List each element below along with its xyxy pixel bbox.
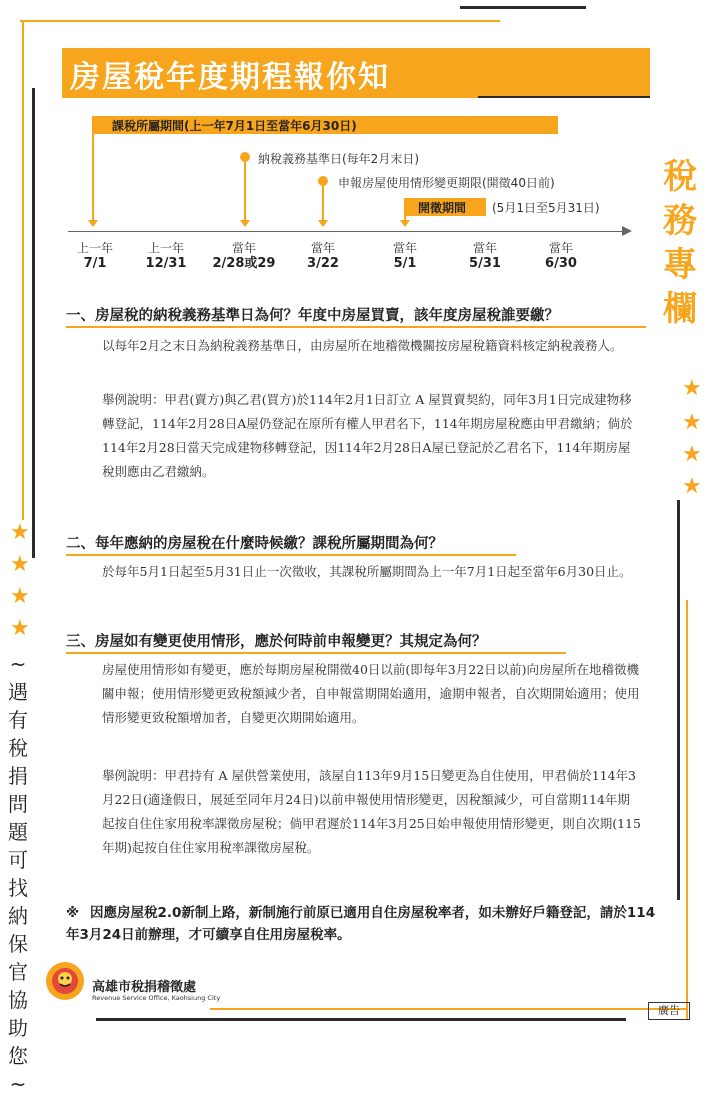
timeline-axis-arrow xyxy=(622,226,632,236)
top-orange-rule xyxy=(20,20,500,22)
tick-4: 當年 3/22 xyxy=(307,241,339,271)
section-2-underline xyxy=(66,554,516,556)
right-orange-rule xyxy=(686,600,688,1020)
tax-period-line xyxy=(92,134,94,222)
bottom-orange-rule xyxy=(210,1008,686,1010)
section-3-question: 三、房屋如有變更使用情形，應於何時前申報變更？其規定為何？ xyxy=(66,634,487,650)
tick-3: 當年 2/28或29 xyxy=(212,241,276,271)
title-underline xyxy=(478,96,650,98)
tick-2: 上一年 12/31 xyxy=(145,241,187,271)
star-icon: ★ xyxy=(682,410,702,435)
star-icon: ★ xyxy=(10,616,30,641)
footnote-text: 因應房屋稅2.0新制上路，新制施行前原已適用自住房屋稅率者，如未辦好戶籍登記，請於114年3月24日前辦理，才可續享自住用房屋稅率。 xyxy=(66,905,656,943)
tax-period-label: 課稅所屬期間(上一年7月1日至當年6月30日) xyxy=(112,119,357,133)
office-english-name: Revenue Service Office, Kaohsiung City xyxy=(92,994,221,1002)
section-3-paragraph-2: 舉例說明：甲君持有 A 屋供營業使用，該屋自113年9月15日變更為自住使用，甲君倘於114年3月22日(適逢假日，展延至同年月24日)以前申報使用情形變更，因稅額減少，可自當期114年期起按自住住家用稅率課徵房屋稅；倘甲君遲於114年3月25日始申報使用情形變更，則自次期(115年期)起按自住住家用稅率課徵房屋稅。 xyxy=(102,768,641,855)
star-icon: ★ xyxy=(682,442,702,467)
tax-period-arrow xyxy=(88,220,98,227)
bottom-dark-rule xyxy=(96,1018,626,1021)
change-deadline-label: 申報房屋使用情形變更期限(開徵40日前) xyxy=(338,176,555,190)
ad-label: 廣告 xyxy=(648,1002,690,1020)
vertical-help-note: ~ 遇 有 稅 捐 問 題 可 找 納 保 官 協 助 您 ~ xyxy=(8,652,28,1096)
left-dark-rule xyxy=(32,88,35,558)
base-date-label: 納稅義務基準日(每年2月末日) xyxy=(258,152,419,166)
footnote xyxy=(66,902,666,946)
tick-7: 當年 6/30 xyxy=(545,241,577,271)
collection-arrow xyxy=(400,220,410,227)
change-deadline-arrow xyxy=(318,220,328,227)
collection-label: 開徵期間 xyxy=(418,201,467,215)
section-1-paragraph-2: 舉例說明：甲君(賣方)與乙君(買方)於114年2月1日訂立 A 屋買賣契約，同年3月1日完成建物移轉登記，114年2月28日A屋仍登記在原所有權人甲君名下，114年期房屋稅應由甲君繳納；倘於114年2月28日當天完成建物移轉登記，因114年2月28日A屋已登記於乙君名下，114年期房屋稅則應由乙君繳納。 xyxy=(102,392,633,479)
star-icon: ★ xyxy=(682,474,702,499)
timeline-axis xyxy=(68,231,624,232)
star-icon: ★ xyxy=(10,552,30,577)
tick-1: 上一年 7/1 xyxy=(76,241,113,271)
star-icon: ★ xyxy=(10,520,30,545)
top-rule xyxy=(460,6,586,9)
tax-office-logo xyxy=(44,960,86,1002)
section-1-question: 一、房屋稅的納稅義務基準日為何？年度中房屋買賣，該年度房屋稅誰要繳？ xyxy=(66,308,559,324)
change-deadline-line xyxy=(322,184,324,222)
section-2-question: 二、每年應納的房屋稅在什麼時候繳？課稅所屬期間為何？ xyxy=(66,536,443,552)
base-date-line xyxy=(244,160,246,222)
section-1-underline xyxy=(66,326,646,328)
base-date-arrow xyxy=(240,220,250,227)
section-3-underline xyxy=(66,652,566,654)
tick-5: 當年 5/1 xyxy=(392,241,417,271)
section-3-paragraph-1: 房屋使用情形如有變更，應於每期房屋稅開徵40日以前(即每年3月22日以前)向房屋所在地稽徵機關申報；使用情形變更致稅額減少者，自申報當期開始適用，逾期申報者，自次期開始適用；使用情形變更致稅額增加者，自變更次期開始適用。 xyxy=(102,662,640,725)
side-column-title: 稅 務 專 欄 xyxy=(663,157,697,329)
page-title: 房屋稅年度期程報你知 xyxy=(70,60,390,95)
star-icon: ★ xyxy=(682,376,702,401)
collection-range: (5月1日至5月31日) xyxy=(492,201,600,215)
right-dark-rule xyxy=(677,500,680,900)
left-orange-rule xyxy=(22,20,24,520)
office-name: 高雄市稅捐稽徵處 xyxy=(92,980,197,995)
section-2-paragraph-1: 於每年5月1日起至5月31日止一次徵收，其課稅所屬期間為上一年7月1日起至當年6月30日止。 xyxy=(102,564,632,579)
tick-6: 當年 5/31 xyxy=(469,241,501,271)
section-1-paragraph-1: 以每年2月之末日為納稅義務基準日，由房屋所在地稽徵機關按房屋稅籍資料核定納稅義務人。 xyxy=(102,338,623,353)
reference-mark-icon: ※ xyxy=(66,905,80,921)
star-icon: ★ xyxy=(10,584,30,609)
